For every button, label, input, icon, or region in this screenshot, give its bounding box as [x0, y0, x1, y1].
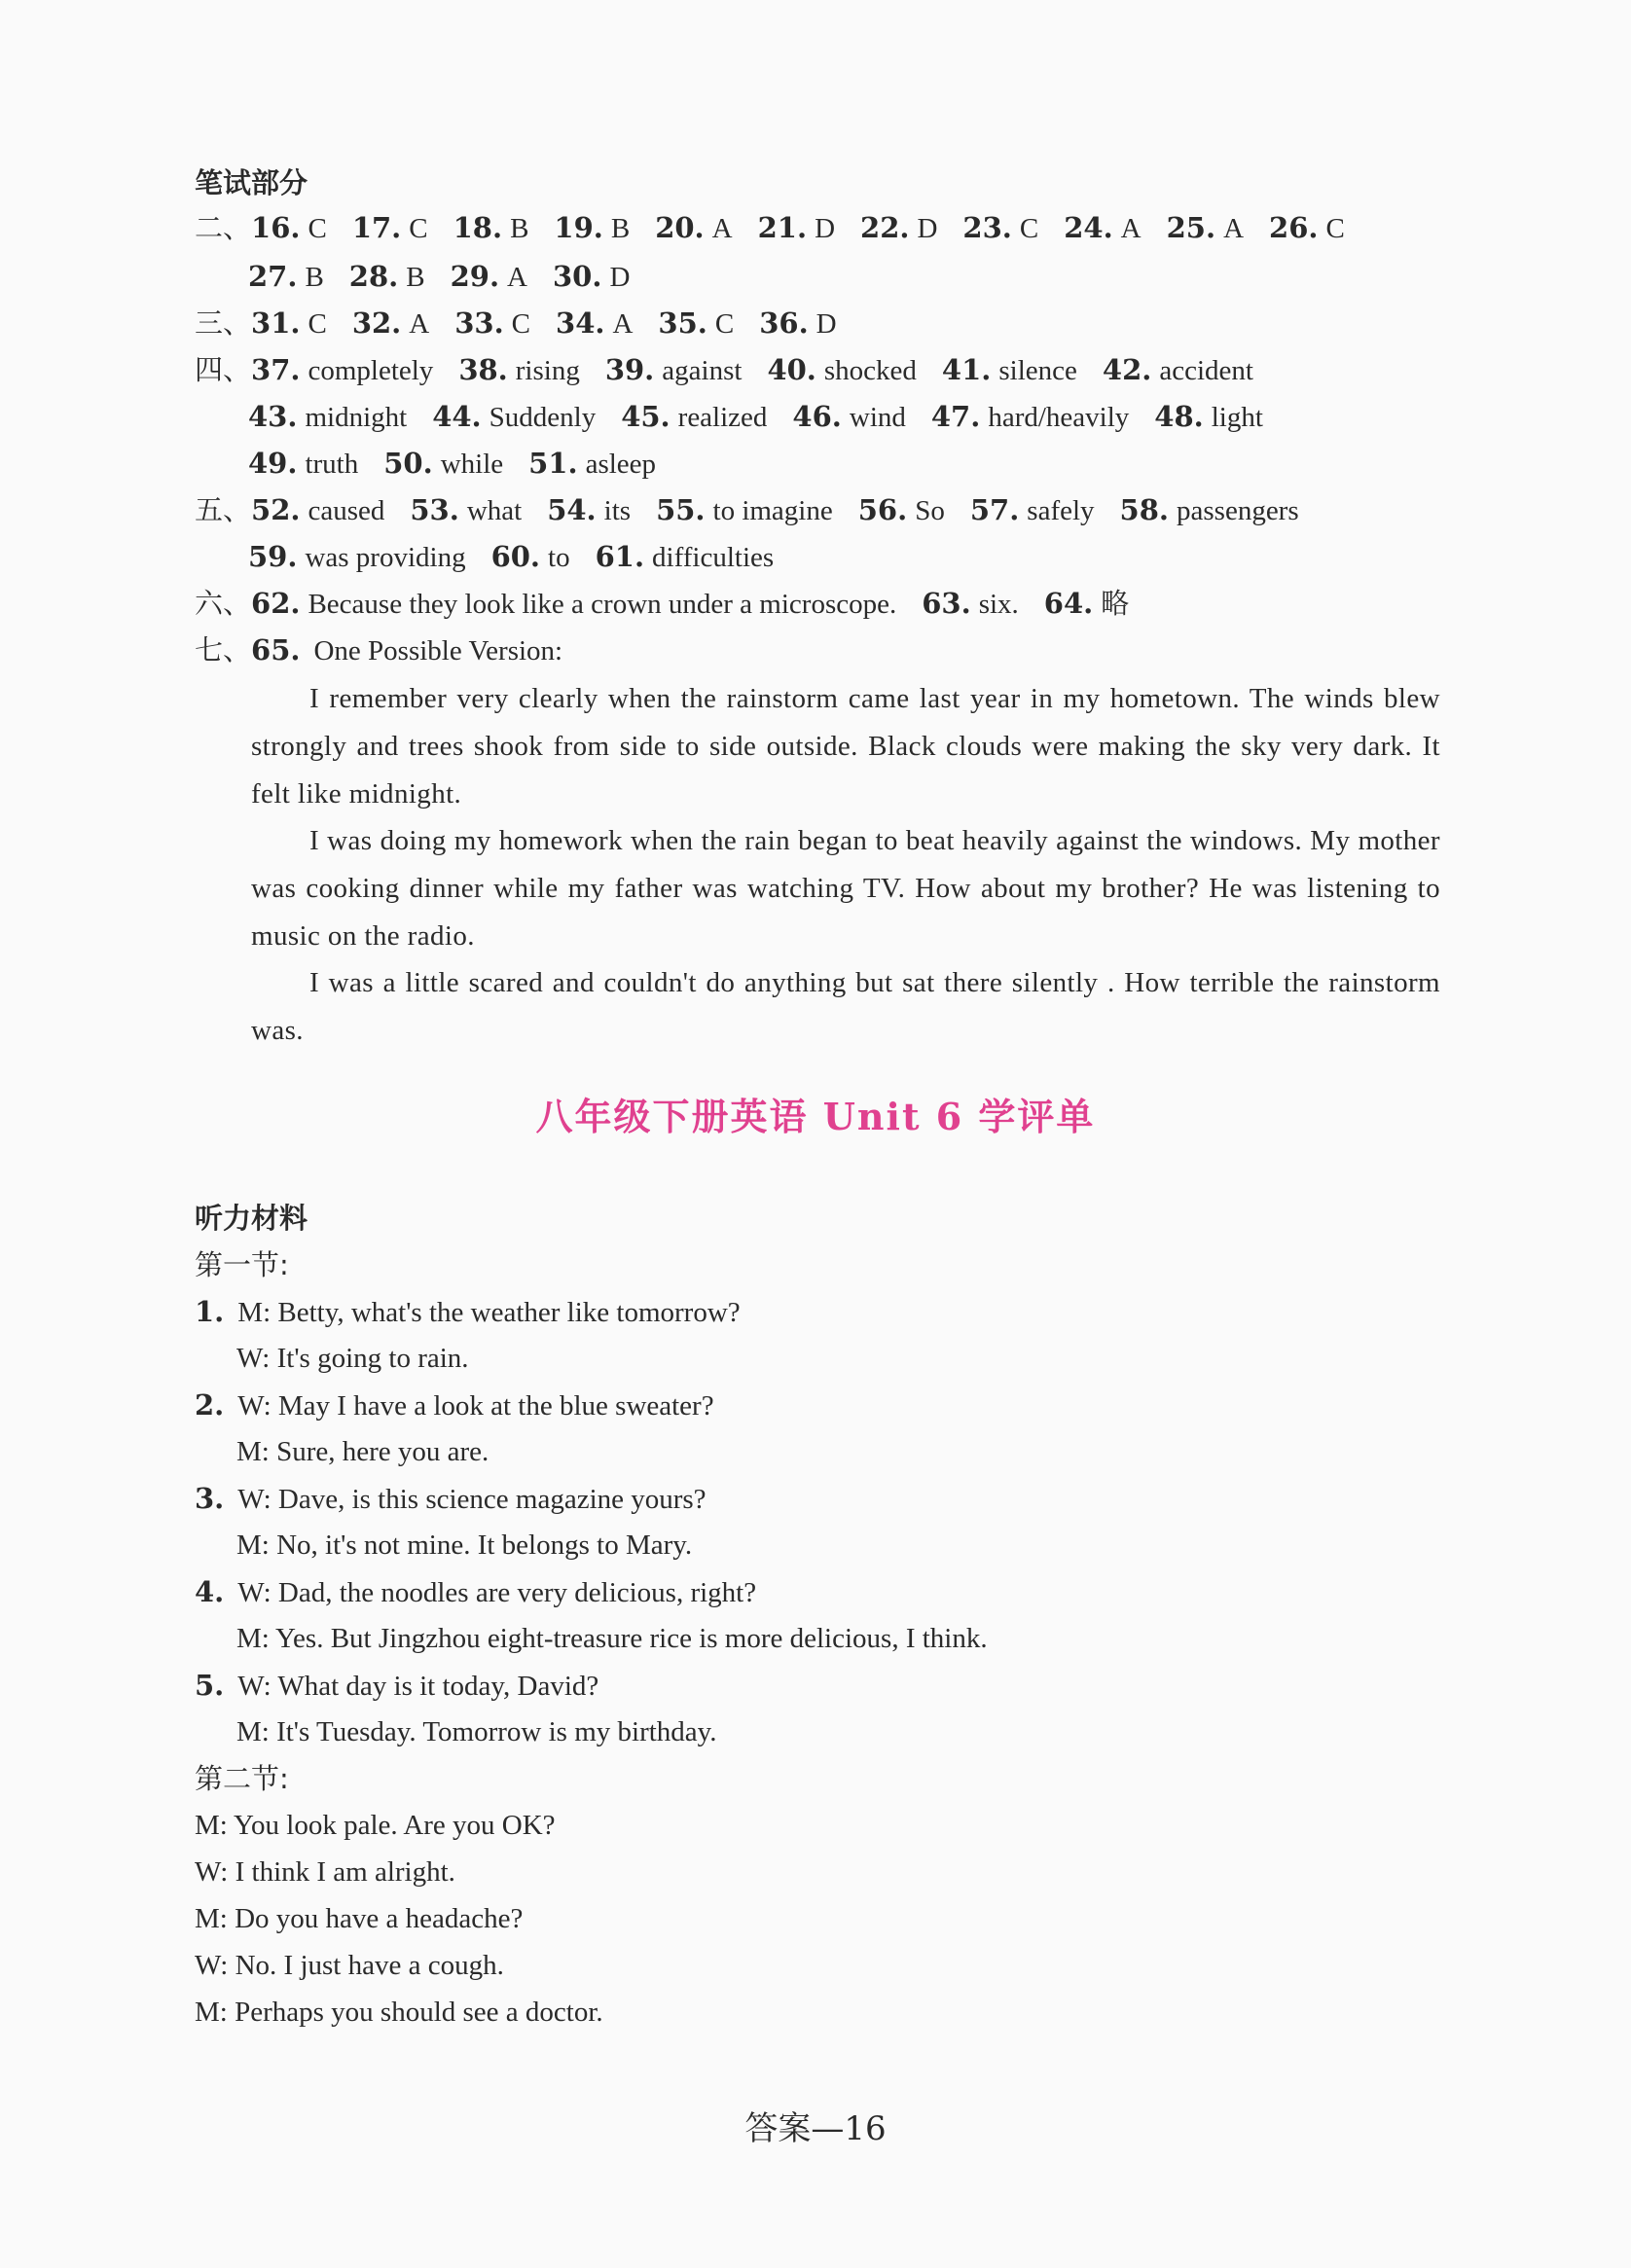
answer-item	[1103, 348, 1253, 392]
part-2-label: 第二节:	[195, 1762, 289, 1795]
answer-item	[759, 302, 836, 345]
section-2-row-2	[248, 255, 655, 299]
question-number: 56.	[857, 493, 908, 526]
listening-item-5-first	[195, 1664, 598, 1708]
answer-item	[942, 348, 1077, 392]
question-number: 58.	[1119, 493, 1169, 526]
written-heading: 笔试部分	[195, 166, 308, 199]
listening-item-1-second: W: It's going to rain.	[236, 1343, 469, 1374]
answer-item	[410, 488, 522, 532]
question-number: 42.	[1102, 353, 1152, 386]
answer-item	[454, 302, 530, 345]
listening-item-2-second: M: Sure, here you are.	[236, 1436, 489, 1467]
answer-value: was providing	[305, 542, 466, 573]
question-number: 30.	[553, 260, 602, 293]
answer-value: shocked	[823, 355, 917, 386]
answer-value: B	[406, 262, 425, 293]
answer-value: rising	[515, 355, 580, 386]
question-number: 31.	[251, 306, 301, 340]
answer-value: safely	[1027, 495, 1095, 526]
question-number: 43.	[248, 400, 298, 433]
answer-item	[458, 348, 580, 392]
dialogue-line: W: What day is it today, David?	[237, 1671, 599, 1702]
section-label: 七、	[195, 633, 252, 666]
section-4-row-3	[248, 442, 681, 486]
question-number: 33.	[454, 306, 504, 340]
question-number: 19.	[554, 211, 603, 244]
question-number: 29.	[450, 260, 500, 293]
answer-item	[792, 395, 905, 439]
question-number: 37.	[251, 353, 301, 386]
question-number: 52.	[251, 493, 301, 526]
question-number: 59.	[248, 540, 298, 573]
question-number: 39.	[604, 353, 655, 386]
question-number: 21.	[757, 211, 808, 244]
answer-item	[554, 206, 630, 250]
question-number: 16.	[251, 211, 301, 244]
answer-value: caused	[308, 495, 385, 526]
answer-item	[1044, 582, 1129, 626]
dialogue-line-1: M: You look pale. Are you OK?	[195, 1810, 556, 1841]
answer-value: C	[308, 308, 327, 340]
question-number: 61.	[595, 540, 645, 573]
section-label: 五、	[195, 493, 252, 526]
question-number: 55.	[656, 493, 706, 526]
answer-value: its	[603, 495, 632, 526]
question-number: 24.	[1064, 211, 1113, 244]
answer-item	[248, 442, 358, 486]
question-number: 25.	[1166, 211, 1216, 244]
page-number: 答案—16	[744, 2109, 887, 2148]
item-number: 3.	[195, 1482, 225, 1515]
answer-item	[596, 535, 775, 579]
dialogue-line: M: Betty, what's the weather like tomorrow?	[237, 1297, 741, 1328]
listening-item-2-first	[195, 1384, 714, 1427]
question-number: 48.	[1154, 400, 1204, 433]
answer-value: D	[816, 308, 837, 340]
question-number: 26.	[1269, 211, 1319, 244]
question-number: 32.	[351, 306, 402, 340]
answer-item	[251, 348, 433, 392]
answer-item	[349, 255, 425, 299]
question-number: 40.	[767, 353, 816, 386]
question-number: 65.	[251, 633, 301, 666]
answer-value: A	[507, 262, 527, 293]
answer-value: to	[548, 542, 570, 573]
answer-item	[767, 348, 916, 392]
answer-item	[758, 206, 835, 250]
answer-item	[251, 302, 327, 345]
dialogue-line-2: W: I think I am alright.	[195, 1856, 455, 1888]
section-4-row-2	[248, 395, 1288, 439]
answer-item	[621, 395, 767, 439]
answer-value: to imagine	[712, 495, 833, 526]
answer-item	[352, 206, 428, 250]
section-3-row-1	[195, 302, 862, 345]
listening-item-3-first	[195, 1477, 707, 1521]
listening-heading: 听力材料	[195, 1202, 308, 1235]
question-number: 28.	[348, 260, 399, 293]
answer-item	[656, 488, 833, 532]
answer-value: B	[510, 213, 529, 244]
question-number: 45.	[621, 400, 671, 433]
section-7-row-1	[195, 629, 562, 672]
answer-value: A	[1120, 213, 1142, 244]
section-4-row-1	[195, 348, 1279, 392]
answer-item	[962, 206, 1038, 250]
answer-item	[922, 582, 1019, 626]
answer-item	[860, 206, 937, 250]
question-number: 38.	[458, 353, 508, 386]
answer-item	[248, 535, 466, 579]
answer-value: midnight	[305, 402, 408, 433]
answer-item	[553, 255, 630, 299]
item-number: 1.	[195, 1295, 225, 1328]
answer-item	[251, 582, 896, 626]
answer-value: B	[610, 213, 631, 244]
question-number: 54.	[547, 493, 597, 526]
answer-item	[453, 206, 529, 250]
answer-row	[251, 306, 862, 340]
listening-item-4-second: M: Yes. But Jingzhou eight-treasure rice is more delicious, I think.	[236, 1623, 988, 1654]
answer-value: light	[1211, 402, 1263, 433]
answer-value: C	[409, 213, 428, 244]
answer-value: C	[714, 308, 735, 340]
essay-paragraph-2: I was doing my homework when the rain began to beat heavily against the windows. My mother was cooking dinner while my father was watching TV. How about my brother? He was listening to music on the radio.	[251, 825, 1440, 952]
section-label: 二、	[195, 211, 252, 244]
answer-value: silence	[998, 355, 1077, 386]
answer-value: 略	[1101, 589, 1130, 620]
answer-value: D	[917, 213, 938, 244]
answer-value: C	[308, 213, 327, 244]
answer-value: accident	[1159, 355, 1253, 386]
dialogue-line: W: May I have a look at the blue sweater?	[237, 1390, 714, 1422]
question-number: 53.	[410, 493, 459, 526]
answer-value: against	[662, 355, 743, 386]
essay-paragraph-3: I was a little scared and couldn't do anything but sat there silently . How terrible the rainstorm was.	[251, 967, 1440, 1046]
section-label: 四、	[195, 353, 252, 386]
section-5-row-1	[195, 488, 1324, 532]
dialogue-line-4: W: No. I just have a cough.	[195, 1950, 504, 1981]
answer-item	[383, 442, 503, 486]
essay-intro: One Possible Version:	[313, 635, 563, 666]
answer-item	[251, 206, 327, 250]
answer-value: completely	[308, 355, 434, 386]
answer-row	[251, 493, 1324, 526]
dialogue-line-5: M: Perhaps you should see a doctor.	[195, 1997, 603, 2028]
answer-item	[1167, 206, 1244, 250]
question-number: 46.	[792, 400, 842, 433]
answer-value: A	[409, 308, 430, 340]
question-number: 18.	[453, 211, 503, 244]
question-number: 20.	[655, 211, 705, 244]
answer-value: wind	[849, 402, 906, 433]
section-label: 六、	[195, 587, 252, 620]
question-number: 51.	[528, 447, 578, 480]
question-number: 44.	[432, 400, 482, 433]
answer-row	[251, 587, 1154, 620]
question-number: 60.	[490, 540, 541, 573]
question-number: 57.	[969, 493, 1020, 526]
question-number: 17.	[351, 211, 402, 244]
answer-value: asleep	[585, 449, 657, 480]
answer-item	[547, 488, 631, 532]
listening-item-3-second: M: No, it's not mine. It belongs to Mary.	[236, 1530, 693, 1561]
answer-value: D	[815, 213, 836, 244]
question-number: 36.	[759, 306, 809, 340]
answer-value: hard/heavily	[988, 402, 1130, 433]
answer-item	[248, 395, 407, 439]
listening-item-5-second: M: It's Tuesday. Tomorrow is my birthday.	[236, 1716, 717, 1747]
answer-item	[528, 442, 656, 486]
question-number: 34.	[556, 306, 605, 340]
answer-item	[1154, 395, 1263, 439]
question-number: 63.	[922, 587, 971, 620]
answer-value: Because they look like a crown under a microscope.	[308, 589, 897, 620]
listening-item-4-first	[195, 1570, 756, 1614]
answer-item	[605, 348, 743, 392]
answer-value: realized	[677, 402, 768, 433]
question-number: 27.	[248, 260, 298, 293]
answer-item	[432, 395, 596, 439]
question-number: 64.	[1043, 587, 1094, 620]
answer-item	[352, 302, 429, 345]
essay-paragraph-1: I remember very clearly when the rainstorm came last year in my hometown. The winds blew strongly and trees shook from side to side outside. Black clouds were making the sky very dark. It felt like midnight.	[251, 683, 1440, 810]
question-number: 41.	[941, 353, 992, 386]
answer-value: truth	[305, 449, 359, 480]
answer-item	[451, 255, 527, 299]
answer-item	[251, 488, 384, 532]
question-number: 35.	[658, 306, 707, 340]
answer-item	[1120, 488, 1299, 532]
answer-value: B	[305, 262, 324, 293]
answer-value: So	[915, 495, 945, 526]
answer-item	[931, 395, 1129, 439]
answer-value: A	[711, 213, 733, 244]
answer-value: difficulties	[652, 542, 775, 573]
answer-value: C	[1019, 213, 1039, 244]
question-number: 62.	[251, 587, 301, 620]
section-2-row-1	[195, 206, 1370, 250]
item-number: 5.	[195, 1669, 225, 1702]
unit-title: 八年级下册英语 Unit 6 学评单	[535, 1095, 1096, 1138]
listening-item-1-first	[195, 1290, 741, 1334]
answer-value: six.	[978, 589, 1019, 620]
dialogue-line: W: Dave, is this science magazine yours?	[237, 1484, 707, 1515]
answer-row	[251, 353, 1279, 386]
answer-value: Suddenly	[489, 402, 597, 433]
section-label: 三、	[195, 306, 252, 340]
answer-value: passengers	[1177, 495, 1299, 526]
answer-item	[858, 488, 945, 532]
question-number: 22.	[860, 211, 910, 244]
question-number: 47.	[930, 400, 981, 433]
answer-row	[251, 211, 1370, 244]
answer-item	[1064, 206, 1141, 250]
answer-item	[658, 302, 734, 345]
answer-item	[491, 535, 570, 579]
answer-value: while	[440, 449, 504, 480]
answer-item	[655, 206, 732, 250]
question-number: 49.	[248, 447, 298, 480]
question-number: 23.	[962, 211, 1012, 244]
answer-item	[970, 488, 1095, 532]
answer-item	[556, 302, 633, 345]
section-5-row-2	[248, 535, 799, 579]
part-1-label: 第一节:	[195, 1248, 289, 1281]
item-number: 4.	[195, 1575, 225, 1608]
answer-value: A	[1223, 213, 1245, 244]
section-6-row-1	[195, 582, 1154, 626]
answer-value: C	[511, 308, 531, 340]
answer-value: D	[609, 262, 631, 293]
question-number: 50.	[383, 447, 433, 480]
dialogue-line: W: Dad, the noodles are very delicious, right?	[237, 1577, 757, 1608]
item-number: 2.	[195, 1388, 225, 1422]
answer-item	[1269, 206, 1345, 250]
answer-value: what	[466, 495, 523, 526]
answer-value: C	[1325, 213, 1345, 244]
answer-value: A	[612, 308, 634, 340]
dialogue-line-3: M: Do you have a headache?	[195, 1903, 524, 1934]
answer-item	[248, 255, 324, 299]
